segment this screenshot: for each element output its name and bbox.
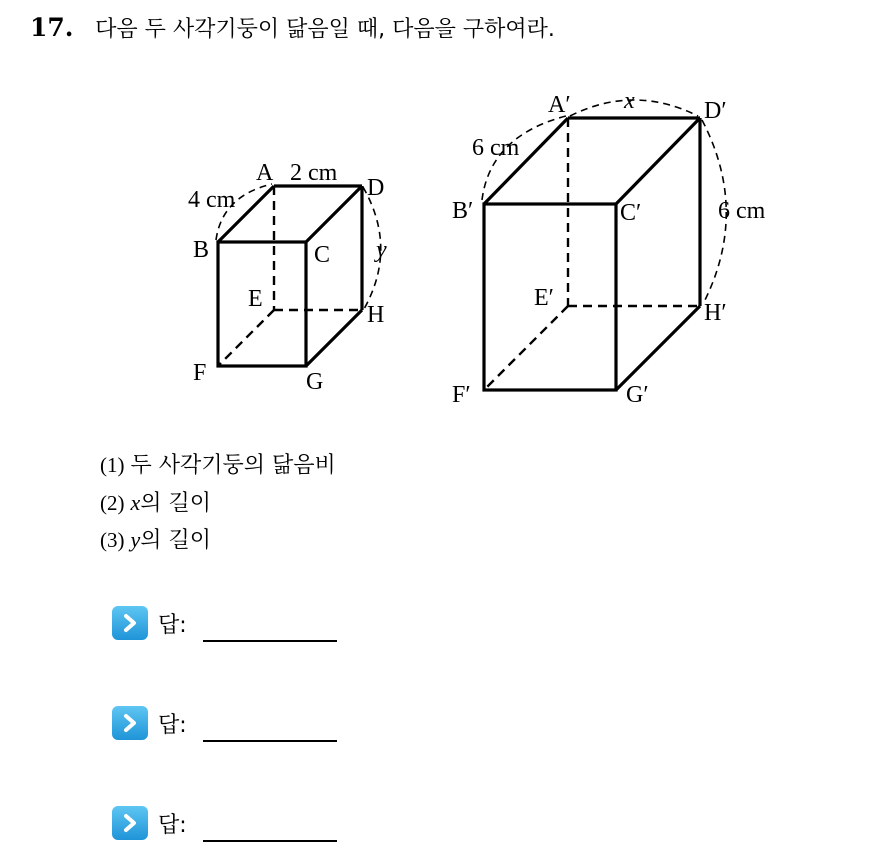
answer-row-1 (112, 606, 337, 640)
answer-label: 답: (158, 812, 187, 838)
question-number: 17. (30, 13, 74, 42)
large-label-g: G′ (626, 382, 649, 408)
subquestion-3 (100, 523, 211, 554)
large-label-e: E′ (534, 285, 554, 311)
subquestion-variable: x (130, 490, 141, 515)
large-edge-gh (616, 306, 700, 390)
small-prism (216, 184, 381, 366)
small-label-e: E (248, 286, 263, 312)
large-label-f: F′ (452, 382, 471, 408)
chevron-right-icon (112, 706, 148, 740)
chevron-right-icon (112, 606, 148, 640)
small-edge-gh (306, 310, 362, 366)
small-edge-dh-label: y (376, 237, 387, 263)
subquestion-text: 두 사각기둥의 닮음비 (130, 453, 336, 478)
large-prism-labels (452, 88, 766, 408)
answer-blank[interactable] (203, 618, 337, 642)
small-label-a: A (256, 160, 274, 186)
subquestion-text: 의 길이 (140, 528, 212, 553)
small-label-h: H (367, 302, 385, 328)
large-label-c: C′ (620, 200, 642, 226)
subquestion-1 (100, 448, 336, 479)
large-label-d: D′ (704, 98, 727, 124)
subquestion-2 (100, 486, 211, 517)
subquestion-text: 의 길이 (140, 491, 212, 516)
large-edge-cd (616, 118, 700, 204)
subquestion-number: (1) (100, 453, 125, 477)
large-hidden-edge-ef (484, 306, 568, 390)
small-edge-ab-label: 4 cm (188, 187, 236, 213)
small-edge-cd (306, 186, 362, 242)
small-hidden-edge-ef (218, 310, 274, 366)
large-label-b: B′ (452, 198, 474, 224)
small-label-c: C (314, 242, 331, 268)
subquestion-variable: y (130, 527, 141, 552)
small-label-d: D (367, 175, 385, 201)
subquestion-number: (3) (100, 528, 125, 552)
answer-row-3 (112, 806, 337, 840)
answer-blank[interactable] (203, 718, 337, 742)
small-edge-ad-label: 2 cm (290, 160, 338, 186)
answer-label: 답: (158, 612, 187, 638)
answer-blank[interactable] (203, 818, 337, 842)
small-label-b: B (193, 237, 210, 263)
small-label-g: G (306, 369, 324, 395)
large-edge-ad-label: x (624, 88, 635, 114)
subquestion-number: (2) (100, 491, 125, 515)
chevron-right-icon (112, 806, 148, 840)
large-edge-ab-label: 6 cm (472, 135, 520, 161)
large-edge-dh-label: 6 cm (718, 198, 766, 224)
large-label-a: A′ (548, 92, 571, 118)
answer-label: 답: (158, 712, 187, 738)
question-text: 다음 두 사각기둥이 닮음일 때, 다음을 구하여라. (95, 17, 555, 42)
small-label-f: F (193, 360, 207, 386)
answer-row-2 (112, 706, 337, 740)
large-label-h: H′ (704, 300, 727, 326)
